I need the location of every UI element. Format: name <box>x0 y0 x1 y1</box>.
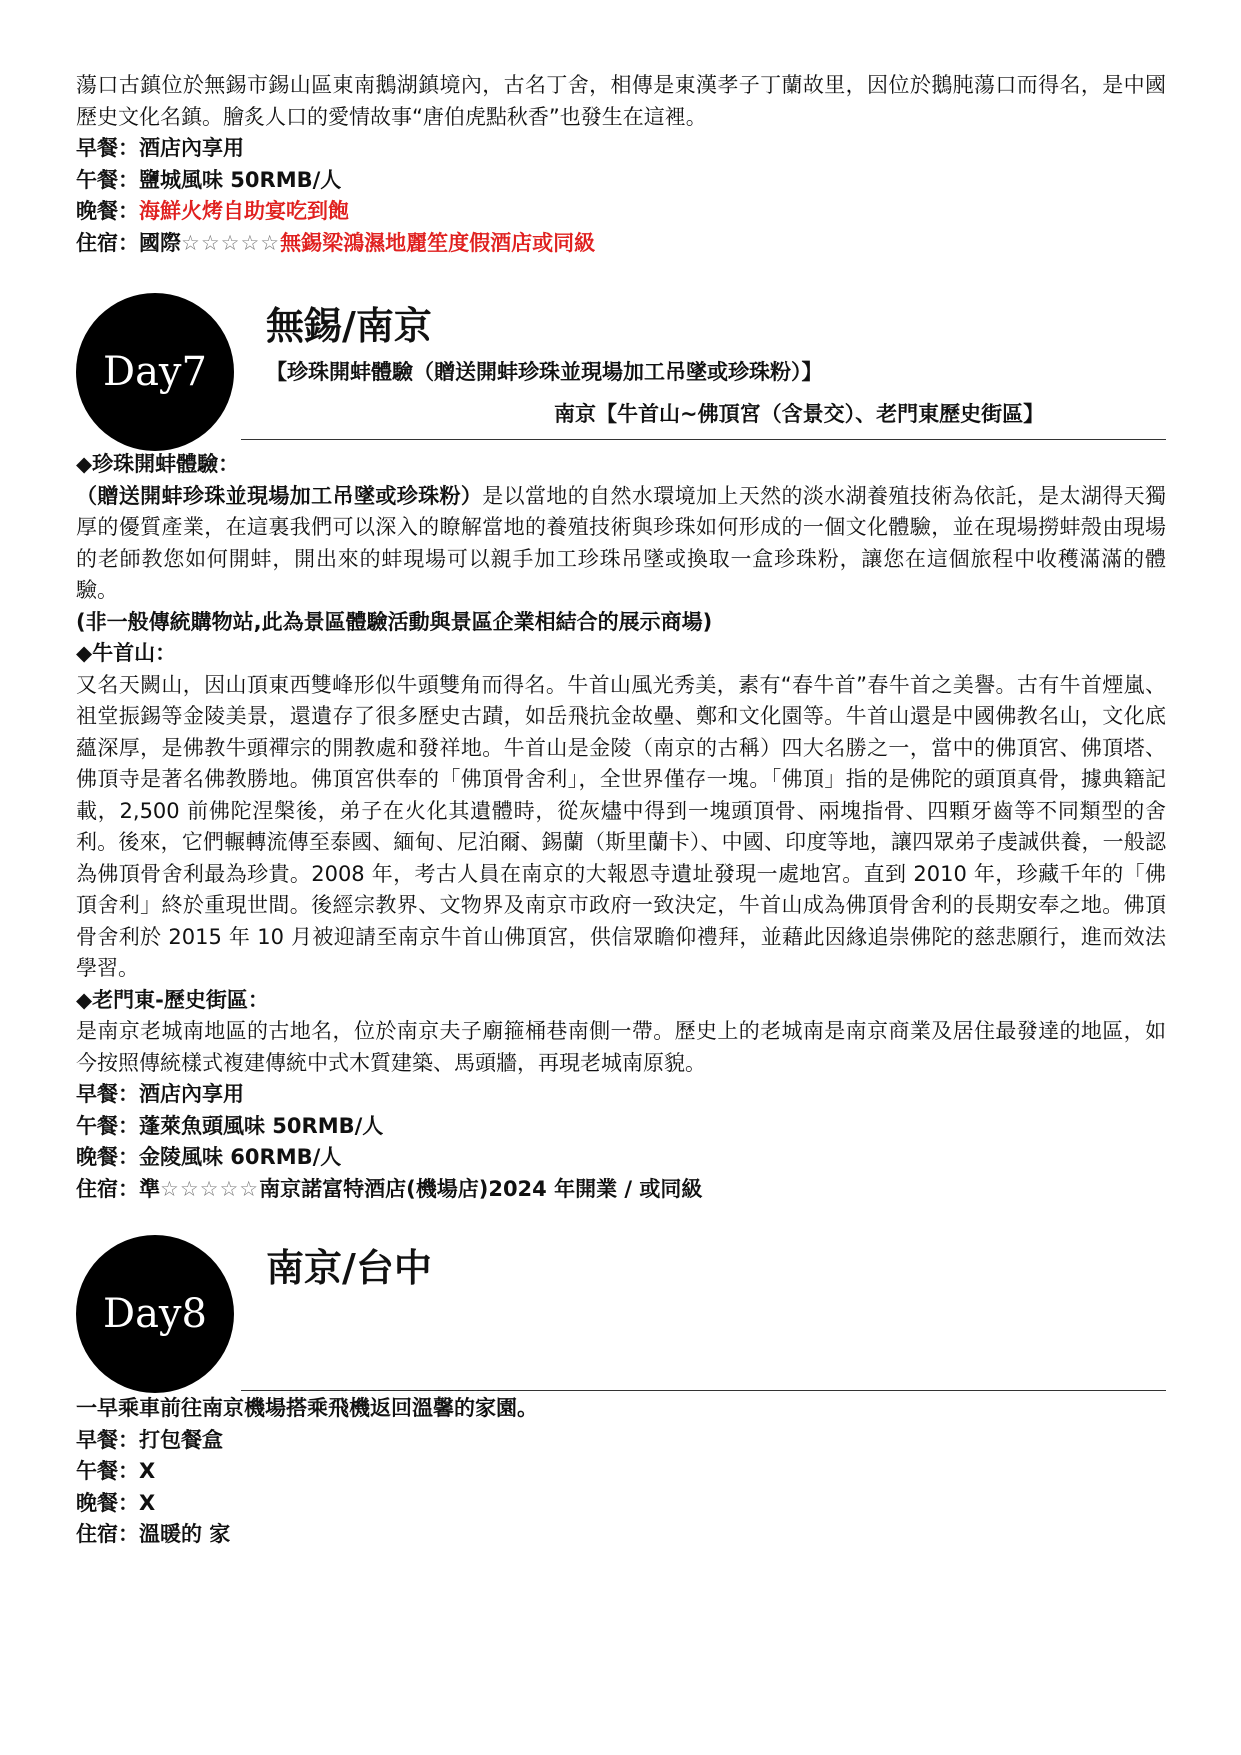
day7-badge: Day7 <box>76 293 234 451</box>
day8-paragraph: 一早乘車前往南京機場搭乘飛機返回溫馨的家園。 <box>76 1396 538 1420</box>
day8-lunch: 午餐：X <box>76 1459 156 1483</box>
laomen-heading: ◆老門東-歷史街區： <box>76 987 269 1012</box>
star-rating-icon: ☆☆☆☆☆ <box>181 230 281 255</box>
day6-hotel: 住宿：國際☆☆☆☆☆無錫梁鴻濕地麗笙度假酒店或同級 <box>76 230 596 255</box>
day8-header <box>76 1235 1166 1393</box>
day7-header <box>76 293 1166 463</box>
day7-lunch: 午餐：蓬萊魚頭風味 50RMB/人 <box>76 1113 384 1138</box>
pearl-heading: ◆珍珠開蚌體驗： <box>76 452 240 476</box>
laomen-paragraph: 是南京老城南地區的古地名，位於南京夫子廟箍桶巷南側一帶。歷史上的老城南是南京商業及居住最發達的地區，如今按照傳統樣式複建傳統中式木質建築、馬頭牆，再現老城南原貌。 <box>76 1019 1166 1075</box>
day7-breakfast: 早餐：酒店內享用 <box>76 1082 244 1106</box>
day6-breakfast: 早餐：酒店內享用 <box>76 136 244 160</box>
itinerary-page <box>76 70 1166 1551</box>
day7-hotel: 住宿：準☆☆☆☆☆南京諾富特酒店(機場店)2024 年開業 / 或同級 <box>76 1176 703 1201</box>
pearl-note: (非一般傳統購物站,此為景區體驗活動與景區企業相結合的展示商場) <box>76 609 713 634</box>
day6-lunch: 午餐：鹽城風味 50RMB/人 <box>76 167 342 192</box>
niushou-paragraph: 又名天闕山，因山頂東西雙峰形似牛頭雙角而得名。牛首山風光秀美，素有“春牛首”春牛首之美譽。古有牛首煙嵐、祖堂振錫等金陵美景，還遺存了很多歷史古蹟，如岳飛抗金故壘、鄭和文化園等。牛首山還是中國佛教名山，文化底蘊深厚，是佛教牛頭禪宗的開教處和發祥地。牛首山是金陵（南京的古稱）四大名勝之一，當中的佛頂宮、佛頂塔、佛頂寺是著名佛教勝地。佛頂宮供奉的「佛頂骨舍利」，全世界僅存一塊。「佛頂」指的是佛陀的頭頂真骨，據典籍記載，2,500 前佛陀涅槃後，弟子在火化其遺體時，從灰燼中得到一塊頭頂骨、兩塊指骨、四顆牙齒等不同類型的舍利。後來，它們輾轉流傳至泰國、緬甸、尼泊爾、錫蘭（斯里蘭卡）、中國、印度等地，讓四眾弟子虔誠供養，一般認為佛頂骨舍利最為珍貴。2008 年，考古人員在南京的大報恩寺遺址發現一處地宮。直到 2010 年，珍藏千年的「佛頂舍利」終於重現世間。後經宗教界、文物界及南京市政府一致決定，牛首山成為佛頂骨舍利的長期安奉之地。佛頂骨舍利於 2015 年 10 月被迎請至南京牛首山佛頂宮，供信眾瞻仰禮拜，並藉此因緣追崇佛陀的慈悲願行，進而效法學習。 <box>76 672 1166 980</box>
day8-breakfast: 早餐：打包餐盒 <box>76 1427 223 1452</box>
day7-subtitle-1: 【珍珠開蚌體驗（贈送開蚌珍珠並現場加工吊墜或珍珠粉）】 <box>266 360 823 384</box>
niushou-heading: ◆牛首山： <box>76 641 177 665</box>
day8-badge: Day8 <box>76 1235 234 1393</box>
pearl-paragraph: （贈送開蚌珍珠並現場加工吊墜或珍珠粉）是以當地的自然水環境加上天然的淡水湖養殖技術為依託，是太湖得天獨厚的優質產業，在這裏我們可以深入的瞭解當地的養殖技術與珍珠如何形成的一個文化體驗，並在現場撈蚌殼由現場的老師教您如何開蚌，開出來的蚌現場可以親手加工珍珠吊墜或換取一盒珍珠粉，讓您在這個旅程中收穫滿滿的體驗。 <box>76 483 1166 602</box>
day6-dinner: 晚餐：海鮮火烤自助宴吃到飽 <box>76 199 349 223</box>
day7-title: 無錫/南京 <box>266 304 432 348</box>
day8-title: 南京/台中 <box>266 1246 432 1290</box>
day7-subtitle-2: 南京【牛首山~佛頂宮（含景交）、老門東歷史街區】 <box>554 402 1045 426</box>
day8-dinner: 晚餐：X <box>76 1490 156 1515</box>
day8-hotel: 住宿：溫暖的 家 <box>76 1522 231 1546</box>
day8-divider <box>241 1390 1166 1391</box>
day7-dinner: 晚餐：金陵風味 60RMB/人 <box>76 1145 342 1169</box>
intro-paragraph: 蕩口古鎮位於無錫市錫山區東南鵝湖鎮境內，古名丁舍，相傳是東漢孝子丁蘭故里，因位於鵝肫蕩口而得名，是中國歷史文化名鎮。膾炙人口的愛情故事“唐伯虎點秋香”也發生在這裡。 <box>76 73 1166 129</box>
star-rating-icon: ☆☆☆☆☆ <box>160 1176 260 1201</box>
day7-divider <box>241 439 1166 440</box>
